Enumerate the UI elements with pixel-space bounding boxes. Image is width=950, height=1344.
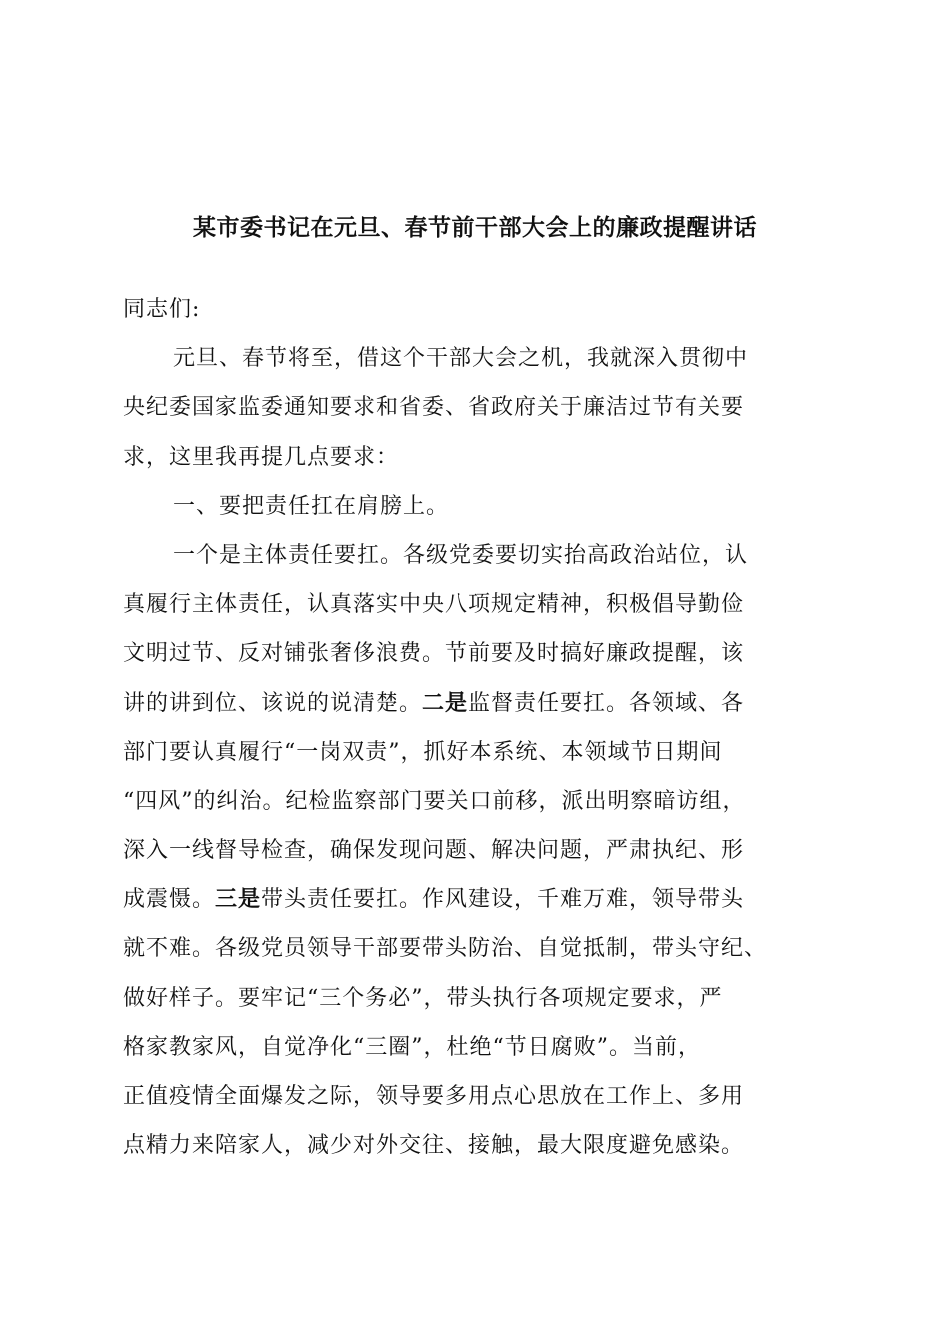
document-title: 某市委书记在元旦、春节前干部大会上的廉政提醒讲话 [193, 215, 757, 241]
paragraph-line: 深入一线督导检查，确保发现问题、解决问题，严肃执纪、形 [123, 838, 745, 864]
paragraph-line: “四风”的纠治。纪检监察部门要关口前移，派出明察暗访组， [123, 788, 746, 814]
intro-line: 求，这里我再提几点要求： [123, 444, 400, 470]
paragraph-line: 一个是主体责任要扛。各级党委要切实抬高政治站位，认 [173, 542, 749, 568]
paragraph-line: 格家教家风，自觉净化“三圈”，杜绝“节日腐败”。当前， [123, 1034, 701, 1060]
paragraph-line: 就不难。各级党员领导干部要带头防治、自觉抵制，带头守纪、 [123, 936, 768, 962]
paragraph-line: 文明过节、反对铺张奢侈浪费。节前要及时搞好廉政提醒，该 [123, 641, 745, 667]
paragraph-line: 真履行主体责任，认真落实中央八项规定精神，积极倡导勤俭 [123, 592, 745, 618]
paragraph-text: 成震慑。 [123, 887, 216, 913]
salutation: 同志们: [123, 297, 201, 322]
paragraph-line: 点精力来陪家人，减少对外交往、接触，最大限度避免感染。 [123, 1133, 745, 1159]
document-body [123, 285, 840, 1170]
point-marker-two: 二是 [422, 689, 469, 716]
paragraph-line: 做好样子。要牢记“三个务必”，带头执行各项规定要求，严 [123, 985, 723, 1011]
paragraph-text: 讲的讲到位、该说的说清楚。 [123, 690, 423, 716]
paragraph-line [123, 679, 840, 728]
paragraph-text: 监督责任要扛。各领域、各 [468, 690, 745, 716]
paragraph-line: 部门要认真履行“一岗双责”，抓好本系统、本领域节日期间 [123, 739, 723, 765]
point-marker-three: 三是 [215, 886, 262, 913]
section-heading: 一、要把责任扛在肩膀上。 [173, 493, 450, 519]
paragraph-line [123, 875, 840, 924]
intro-line: 元旦、春节将至，借这个干部大会之机，我就深入贯彻中 [173, 346, 749, 372]
paragraph-text: 带头责任要扛。作风建设，千难万难，领导带头 [261, 887, 745, 913]
intro-line: 央纪委国家监委通知要求和省委、省政府关于廉洁过节有关要 [123, 395, 745, 421]
paragraph-line: 正值疫情全面爆发之际，领导要多用点心思放在工作上、多用 [123, 1084, 745, 1109]
